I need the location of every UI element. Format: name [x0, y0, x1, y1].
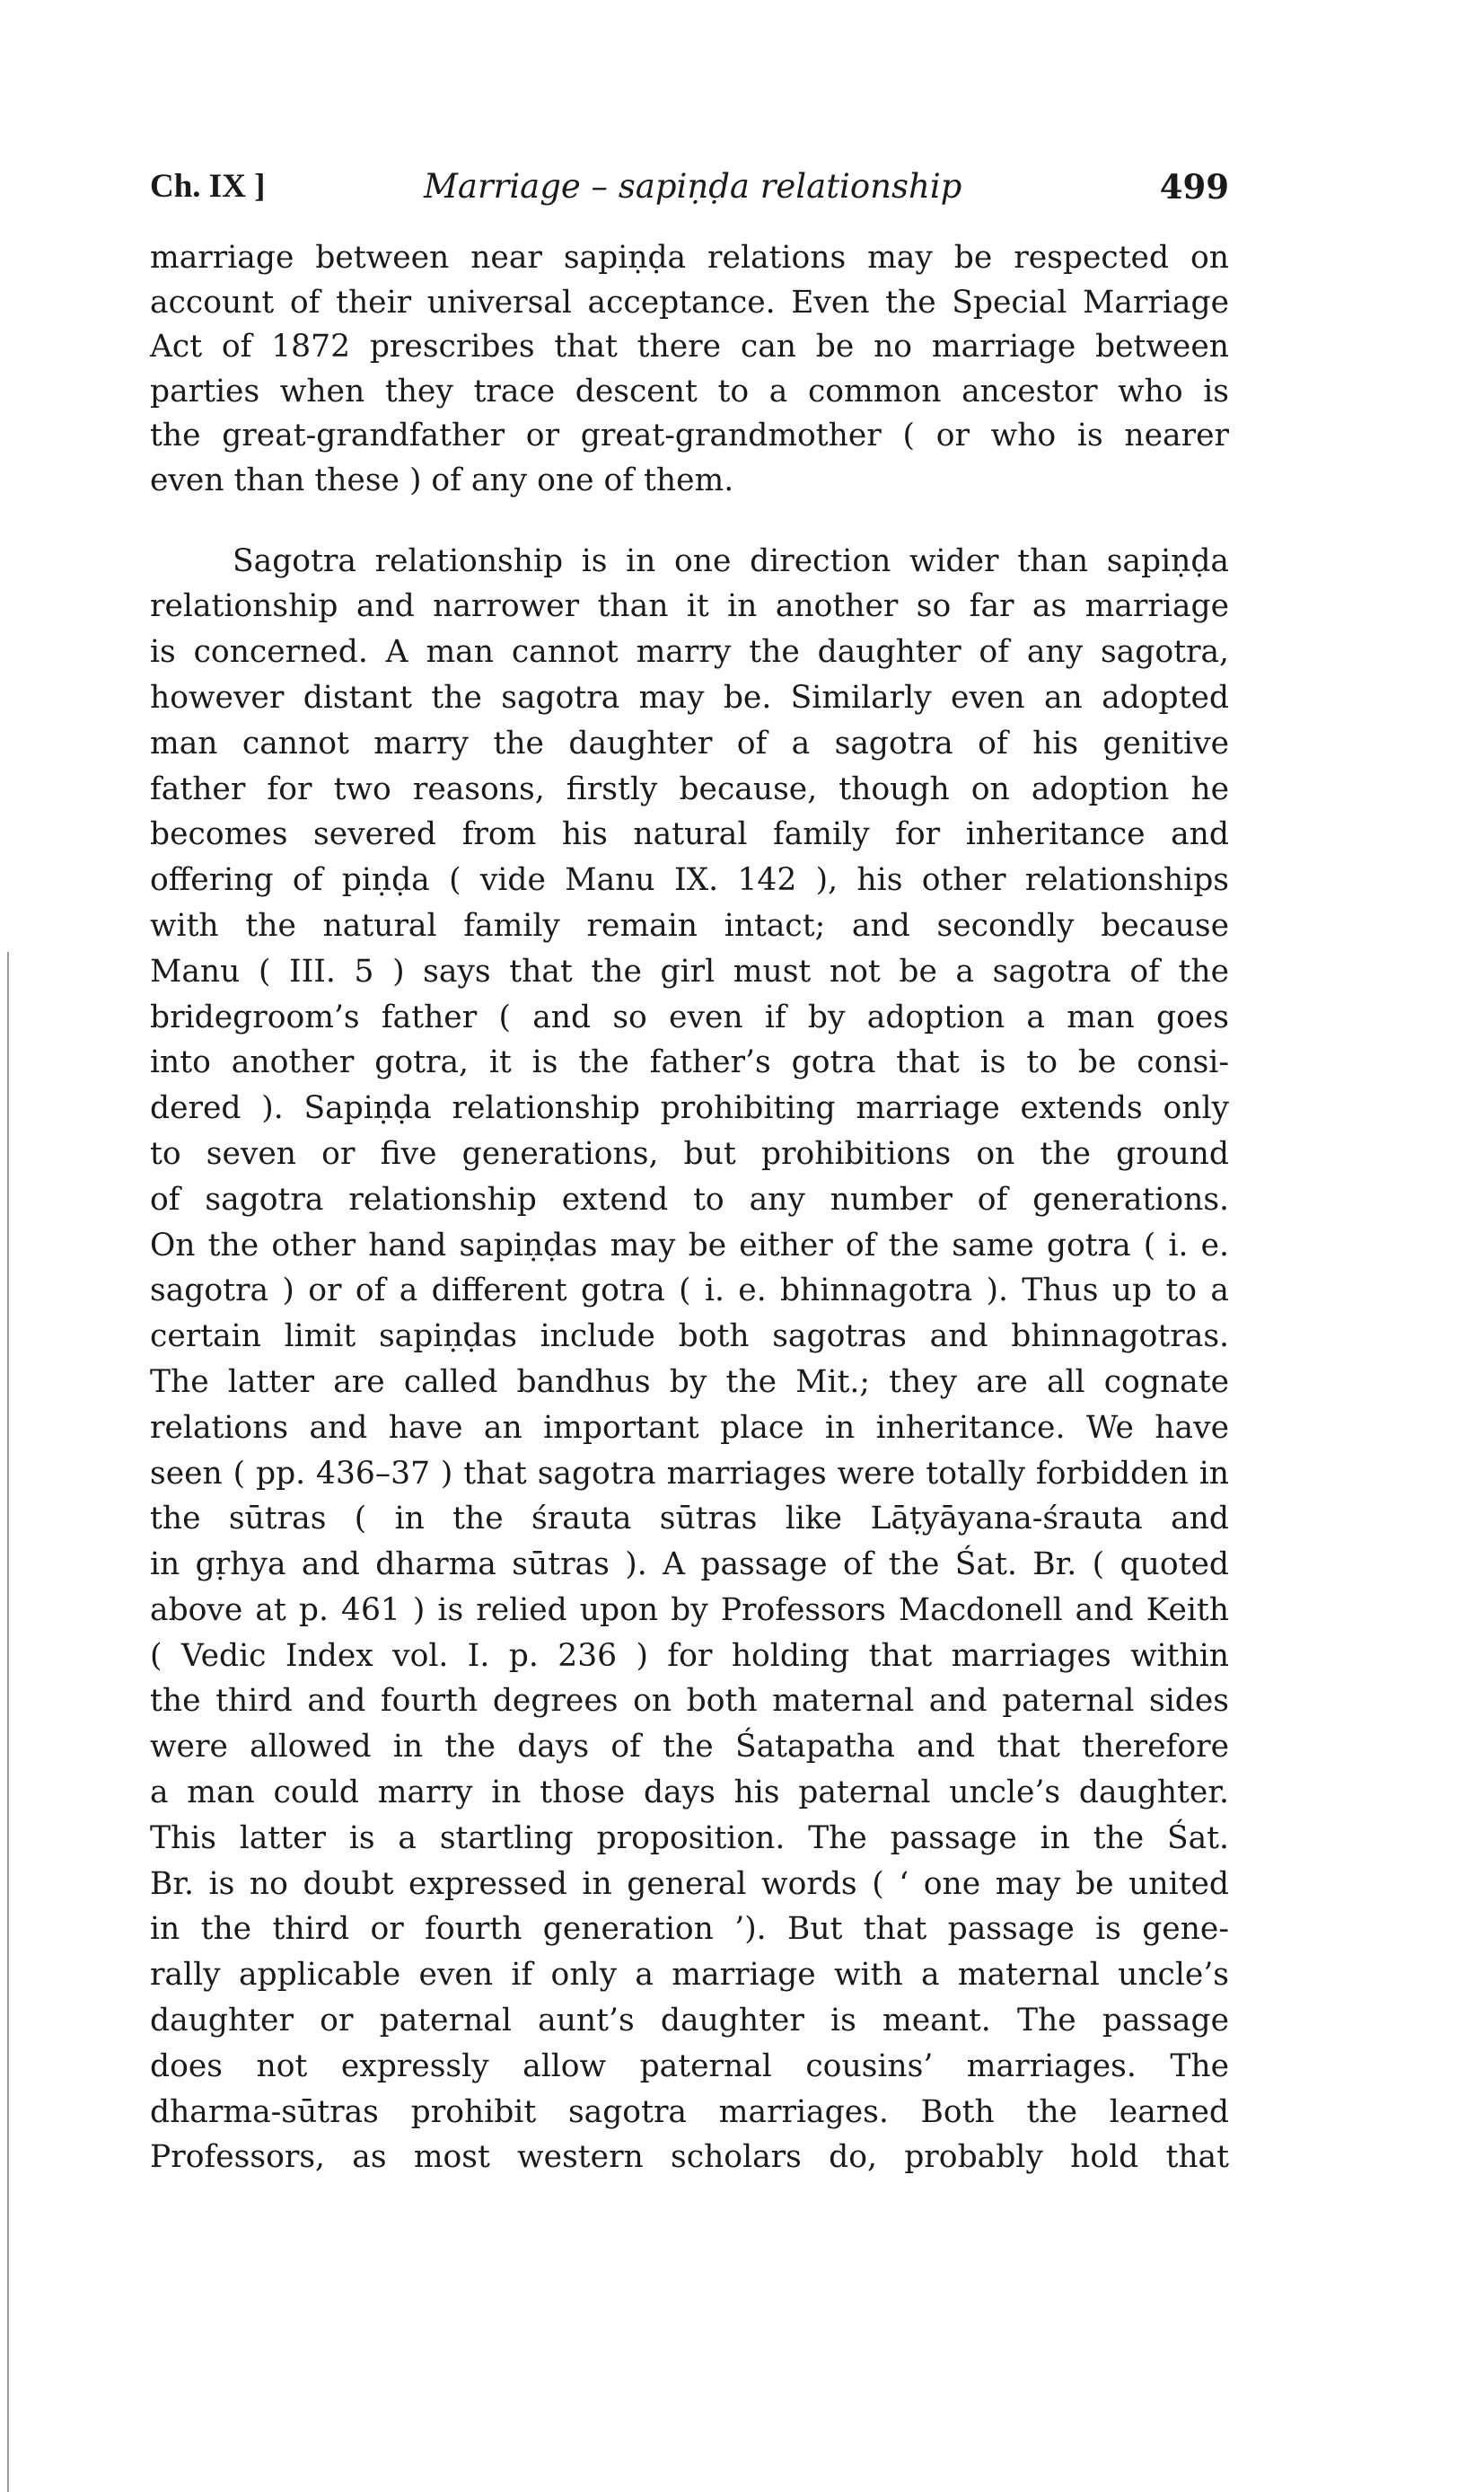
- text-line: were allowed in the days of the Śatapatha and that therefore: [150, 1729, 1229, 1766]
- text-line: The latter are called bandhus by the Mit.; they are all cognate: [150, 1363, 1229, 1400]
- text-line: the great-grandfather or great-grandmother ( or who is nearer: [150, 418, 1229, 454]
- page-number: 499: [1159, 167, 1229, 207]
- text-line: ( Vedic Index vol. I. p. 236 ) for holding that marriages within: [150, 1637, 1229, 1674]
- text-line: rally applicable even if only a marriage with a maternal uncle’s: [150, 1957, 1229, 1994]
- text-line: relations and have an important place in inheritance. We have: [150, 1409, 1229, 1446]
- text-line: in the third or fourth generation ’). But that passage is gene-: [150, 1911, 1229, 1948]
- text-line: of sagotra relationship extend to any number of generations.: [150, 1181, 1229, 1218]
- text-line: to seven or five generations, but prohibitions on the ground: [150, 1135, 1229, 1172]
- text-line: This latter is a startling proposition. The passage in the Śat.: [150, 1819, 1229, 1856]
- paragraph: [150, 539, 1229, 2181]
- text-line: dered ). Sapiṇḍa relationship prohibiting marriage extends only: [150, 1090, 1229, 1127]
- text-line: offering of piṇḍa ( vide Manu IX. 142 ), his other relationships: [150, 862, 1229, 899]
- text-line: father for two reasons, firstly because, though on adoption he: [150, 770, 1229, 807]
- text-line: the third and fourth degrees on both maternal and paternal sides: [150, 1683, 1229, 1720]
- text-line: in gṛhya and dharma sūtras ). A passage of the Śat. Br. ( quoted: [150, 1546, 1229, 1583]
- text-line: Br. is no doubt expressed in general words ( ‘ one may be united: [150, 1865, 1229, 1902]
- text-line: dharma-sūtras prohibit sagotra marriages. Both the learned: [150, 2093, 1229, 2130]
- running-head: [150, 162, 1229, 212]
- text-line: becomes severed from his natural family for inheritance and: [150, 816, 1229, 853]
- text-line: On the other hand sapiṇḍas may be either of the same gotra ( i. e.: [150, 1227, 1229, 1264]
- text-line: is concerned. A man cannot marry the daughter of any sagotra,: [150, 634, 1229, 671]
- text-line: a man could marry in those days his paternal uncle’s daughter.: [150, 1774, 1229, 1811]
- text-line: however distant the sagotra may be. Similarly even an adopted: [150, 679, 1229, 716]
- text-line: account of their universal acceptance. Even the Special Marriage: [150, 284, 1229, 321]
- text-line: into another gotra, it is the father’s gotra that is to be consi-: [150, 1044, 1229, 1081]
- text-line: bridegroom’s father ( and so even if by adoption a man goes: [150, 999, 1229, 1035]
- text-line: even than these ) of any one of them.: [150, 462, 734, 498]
- text-line: relationship and narrower than it in another so far as marriage: [150, 588, 1229, 625]
- text-line: certain limit sapiṇḍas include both sagotras and bhinnagotras.: [150, 1318, 1229, 1355]
- text-line: marriage between near sapiṇḍa relations may be respected on: [150, 240, 1229, 276]
- text-line: with the natural family remain intact; and secondly because: [150, 907, 1229, 944]
- running-title: Marriage – sapiṇḍa relationship: [424, 167, 962, 206]
- text-line: seen ( pp. 436–37 ) that sagotra marriages were totally forbidden in: [150, 1455, 1229, 1492]
- text-line: above at p. 461 ) is relied upon by Professors Macdonell and Keith: [150, 1591, 1229, 1628]
- text-line: Professors, as most western scholars do, probably hold that: [150, 2139, 1229, 2176]
- text-line: the sūtras ( in the śrauta sūtras like Lāṭyāyana-śrauta and: [150, 1501, 1229, 1537]
- paragraph: [150, 236, 1229, 504]
- body-text: [150, 236, 1229, 2180]
- binding-edge-line: [7, 952, 9, 2492]
- text-line: sagotra ) or of a different gotra ( i. e. bhinnagotra ). Thus up to a: [150, 1272, 1229, 1309]
- text-line: does not expressly allow paternal cousins’ marriages. The: [150, 2047, 1229, 2084]
- text-line: Act of 1872 prescribes that there can be no marriage between: [150, 329, 1229, 365]
- text-line: Sagotra relationship is in one direction wider than sapiṇḍa: [233, 542, 1229, 579]
- paragraph-gap: [150, 504, 1229, 539]
- text-line: Manu ( III. 5 ) says that the girl must not be a sagotra of the: [150, 953, 1229, 990]
- text-line: man cannot marry the daughter of a sagotra of his genitive: [150, 725, 1229, 762]
- chapter-label: Ch. IX ]: [150, 168, 266, 205]
- text-line: daughter or paternal aunt’s daughter is meant. The passage: [150, 2003, 1229, 2039]
- text-line: parties when they trace descent to a common ancestor who is: [150, 373, 1229, 409]
